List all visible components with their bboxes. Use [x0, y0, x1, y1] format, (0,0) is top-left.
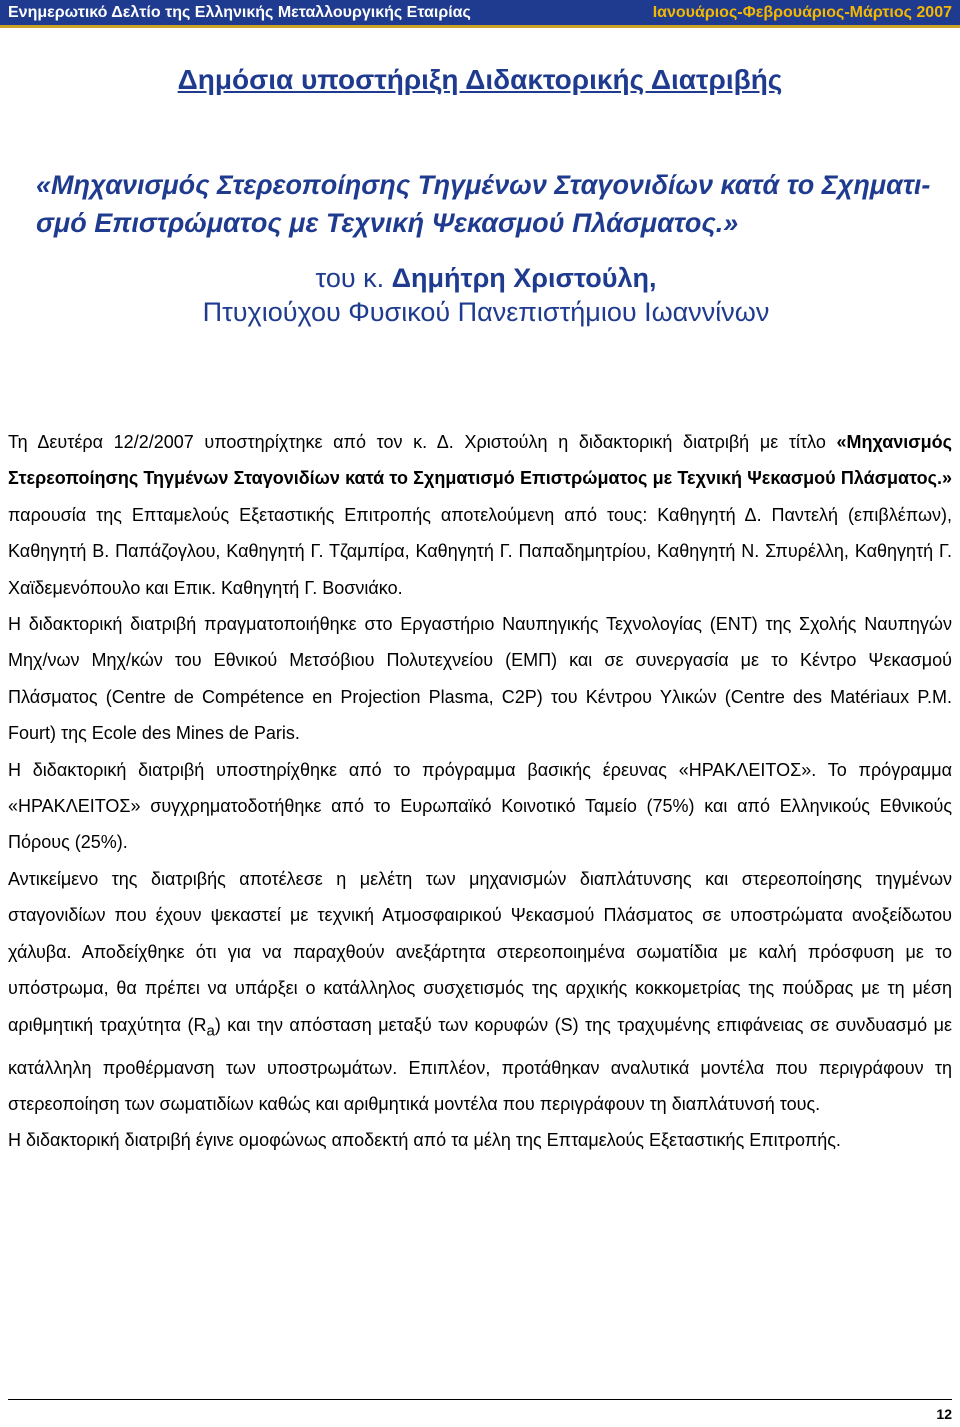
author-block	[36, 261, 936, 329]
footer-rule	[8, 1399, 952, 1400]
paragraph-subject	[8, 861, 952, 1122]
author-line	[36, 261, 936, 295]
article-body	[8, 424, 952, 1159]
article-title: Δημόσια υποστήριξη Διδακτορικής Διατριβής	[177, 64, 783, 95]
author-prefix: του κ.	[315, 263, 392, 293]
page-number: 12	[936, 1406, 952, 1422]
issue-date: Ιανουάριος-Φεβρουάριος-Μάρτιος 2007	[652, 3, 952, 21]
author-name: Δημήτρη Χριστούλη,	[391, 263, 657, 293]
author-affiliation: Πτυχιούχου Φυσικού Πανεπιστήμιου Ιωαννίνων	[202, 297, 770, 327]
paragraph-defense	[8, 424, 952, 606]
newsletter-title: Ενημερωτικό Δελτίο της Ελληνικής Μεταλλουργικής Εταιρίας	[8, 3, 471, 21]
newsletter-header	[0, 0, 960, 28]
paragraph-defense-thesis-title: «Μηχανισμός Στερεοποίησης Τηγμένων Σταγονιδίων κατά το Σχηματισμό Επιστρώματος με Τεχνική Ψεκασμού Πλάσματος.»	[8, 432, 952, 489]
paragraph-funding: Η διδακτορική διατριβή υποστηρίχθηκε από το πρόγραμμα βασικής έρευνας «ΗΡΑΚΛΕΙΤΟΣ». Το πρόγραμμα «ΗΡΑΚΛΕΙΤΟΣ» συγχρηματοδοτήθηκε από το Ευρωπαϊκό Κοινοτικό Ταμείο (75%) και από Ελληνικούς Εθνικούς Πόρους (25%).	[8, 759, 952, 853]
paragraph-subject-b: ) και την απόσταση μεταξύ των κορυφών (S) της τραχυμένης επιφάνειας σε συνδυασμό με κατάλληλη προθέρμανση των υποστρωμάτων. Επιπλέον, προτάθηκαν αναλυτικά μοντέλα που περιγράφουν τη στερεοποίηση των σωματιδίων καθώς και αριθμητικά μοντέλα που περιγράφουν τη διαπλάτυνσή τους.	[8, 1014, 952, 1114]
paragraph-defense-committee: παρουσία της Επταμελούς Εξεταστικής Επιτροπής αποτελούμενη από τους: Καθηγητή Δ. Παντελή (επιβλέπων), Καθηγητή Β. Παπάζογλου, Καθηγητή Γ. Τζαμπίρα, Καθηγητή Γ. Παπαδημητρίου, Καθηγητή Ν. Σπυρέλλη, Καθηγητή Γ. Χαϊδεμενόπουλο και Επικ. Καθηγητή Γ. Βοσνιάκο.	[8, 504, 952, 598]
paragraph-acceptance: Η διδακτορική διατριβή έγινε ομοφώνως αποδεκτή από τα μέλη της Επταμελούς Εξεταστικής Επιτροπής.	[8, 1130, 841, 1151]
roughness-subscript: a	[206, 1022, 215, 1040]
thesis-title: «Μηχανισμός Στερεοποίησης Τηγμένων Σταγονιδίων κατά το Σχηματι-σμό Επιστρώματος με Τεχνική Ψεκασμού Πλάσματος.»	[36, 170, 931, 238]
paragraph-defense-intro: Τη Δευτέρα 12/2/2007 υποστηρίχτηκε από τον κ. Δ. Χριστούλη η διδακτορική διατριβή με τίτλο	[8, 432, 837, 452]
paragraph-laboratory: Η διδακτορική διατριβή πραγματοποιήθηκε στο Εργαστήριο Ναυπηγικής Τεχνολογίας (ΕΝΤ) της Σχολής Ναυπηγών Μηχ/νων Μηχ/κών του Εθνικού Μετσόβιου Πολυτεχνείου (ΕΜΠ) και σε συνεργασία με το Κέντρο Ψεκασμού Πλάσματος (Centre de Compétence en Projection Plasma, C2P) του Κέντρου Υλικών (Centre des Matériaux P.M. Fourt) της Ecole des Mines de Paris.	[8, 614, 952, 744]
paragraph-subject-a: Αντικείμενο της διατριβής αποτέλεσε η μελέτη των μηχανισμών διαπλάτυνσης και στερεοποίησης τηγμένων σταγονιδίων που έχουν ψεκαστεί με τεχνική Ατμοσφαιρικού Ψεκασμού Πλάσματος σε υποστρώματα ανοξείδωτου χάλυβα. Αποδείχθηκε ότι για να παραχθούν ανεξάρτητα στερεοποιημένα σωματίδια με καλή πρόσφυση με το υπόστρωμα, θα πρέπει να υπάρξει ο κατάλληλος συσχετισμός της αρχικής κοκκομετρίας της πούδρας με τη μέση αριθμητική τραχύτητα (R	[8, 868, 952, 1035]
